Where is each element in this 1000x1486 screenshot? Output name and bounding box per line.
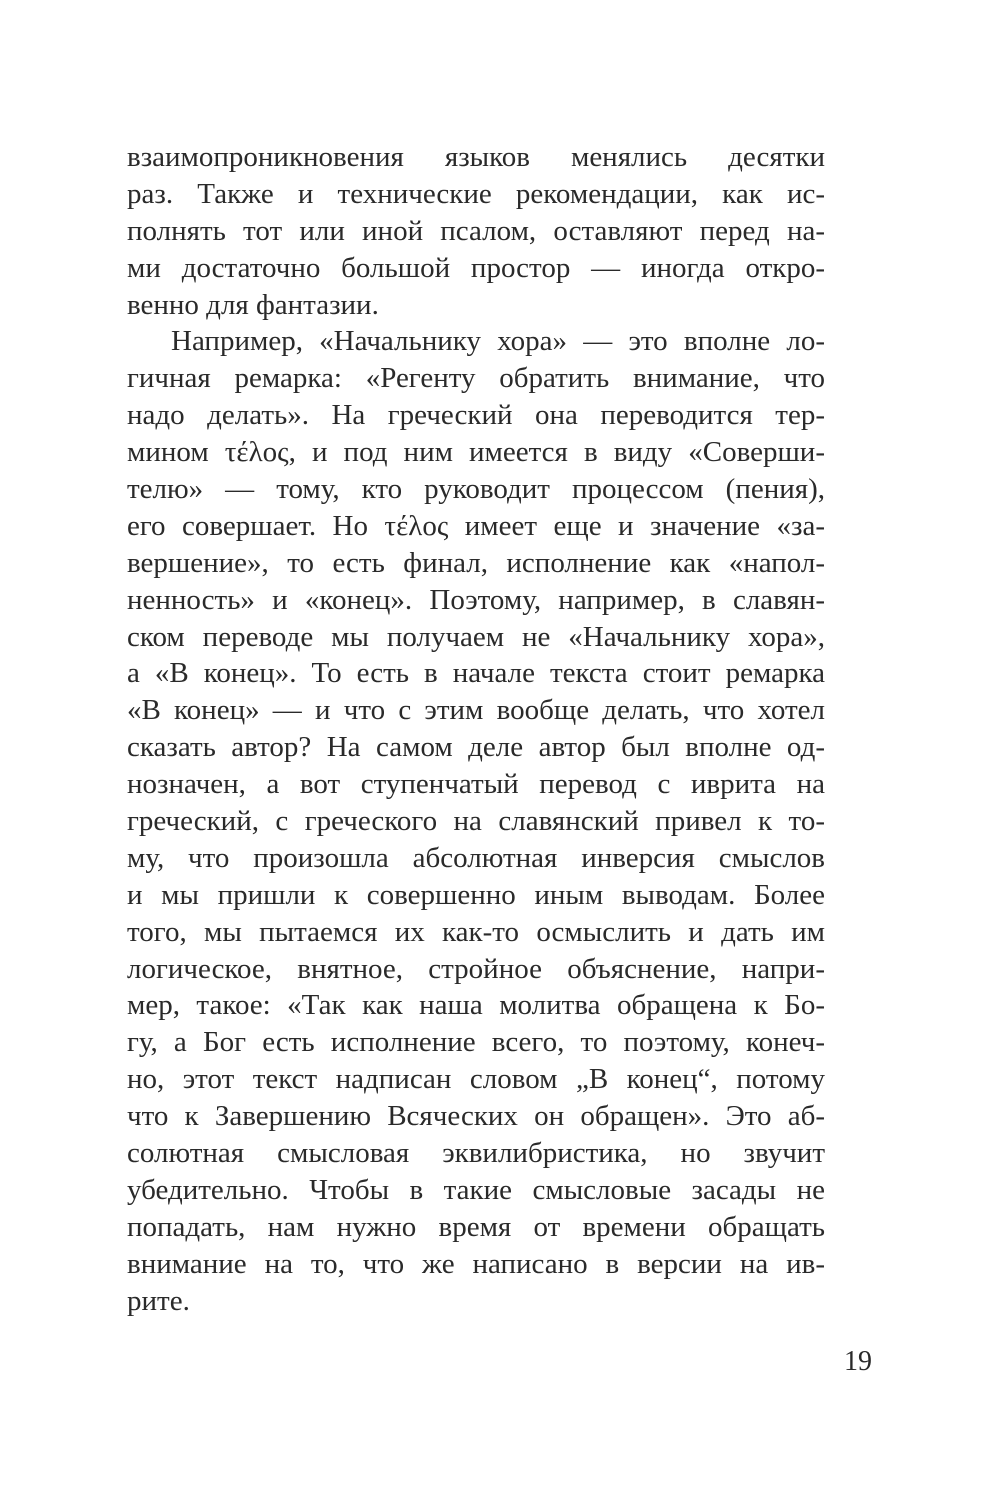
text-line: полнять тот или иной псалом, оставляют перед на- <box>127 214 825 247</box>
text-line: ском переводе мы получаем не «Начальнику хора», <box>127 620 825 653</box>
text-line: му, что произошла абсолютная инверсия смыслов <box>127 841 825 874</box>
text-line: гу, а Бог есть исполнение всего, то поэтому, конеч- <box>127 1026 825 1059</box>
text-line: Например, «Начальнику хора» — это вполне ло- <box>171 325 825 358</box>
text-line: попадать, нам нужно время от времени обращать <box>127 1210 825 1243</box>
text-line: логическое, внятное, стройное объяснение, напри- <box>127 952 825 985</box>
text-line: но, этот текст надписан словом „В конец“, потому <box>127 1063 825 1096</box>
text-line: а «В конец». То есть в начале текста стоит ремарка <box>127 657 825 690</box>
text-line: что к Завершению Всяческих он обращен». Это аб- <box>127 1100 825 1133</box>
text-line: солютная смысловая эквилибристика, но звучит <box>127 1137 825 1170</box>
text-line: рите. <box>127 1284 190 1317</box>
text-line: того, мы пытаемся их как-то осмыслить и дать им <box>127 915 825 948</box>
text-line: ми достаточно большой простор — иногда откро- <box>127 251 825 284</box>
text-line: гичная ремарка: «Регенту обратить внимание, что <box>127 362 825 395</box>
text-line: мином τέλος, и под ним имеется в виду «Соверши- <box>127 436 825 469</box>
text-line: и мы пришли к совершенно иным выводам. Более <box>127 878 825 911</box>
text-line: его совершает. Но τέλος имеет еще и значение «за- <box>127 509 825 542</box>
text-line: убедительно. Чтобы в такие смысловые засады не <box>127 1173 825 1206</box>
text-line: надо делать». На греческий она переводится тер- <box>127 399 825 432</box>
text-line: взаимопроникновения языков менялись десятки <box>127 141 825 173</box>
page-number: 19 <box>844 1346 872 1377</box>
text-line: венно для фантазии. <box>127 288 379 321</box>
body-text <box>127 139 825 1320</box>
text-line: сказать автор? На самом деле автор был вполне од- <box>127 731 825 764</box>
text-line: вершение», то есть финал, исполнение как «напол- <box>127 546 825 579</box>
text-line: мер, такое: «Так как наша молитва обращена к Бо- <box>127 989 825 1022</box>
text-line: греческий, с греческого на славянский привел к то- <box>127 805 825 838</box>
text-line: нозначен, а вот ступенчатый перевод с иврита на <box>127 768 825 801</box>
text-line: телю» — тому, кто руководит процессом (пения), <box>127 473 825 506</box>
text-line: ненность» и «конец». Поэтому, например, в славян- <box>127 583 825 616</box>
text-line: «В конец» — и что с этим вообще делать, что хотел <box>127 694 825 727</box>
text-line: раз. Также и технические рекомендации, как ис- <box>127 177 825 210</box>
text-line: внимание на то, что же написано в версии на ив- <box>127 1247 825 1280</box>
